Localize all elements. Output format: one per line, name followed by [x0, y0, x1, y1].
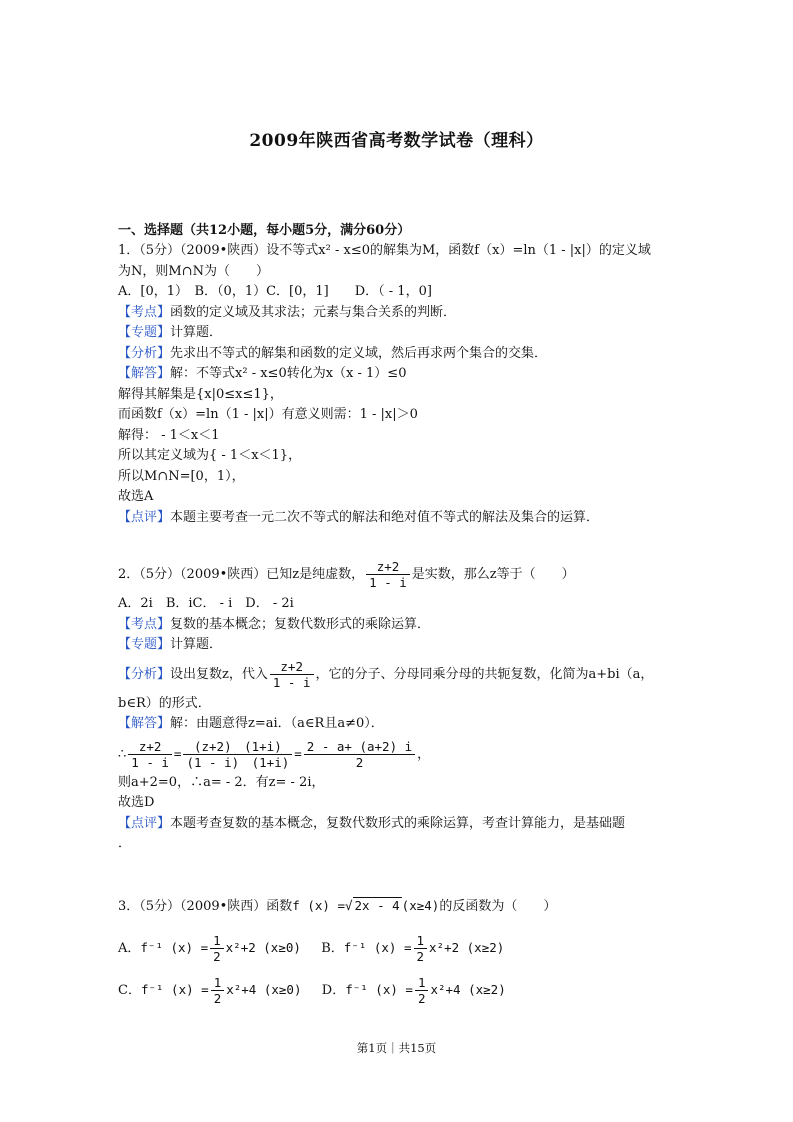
- fenxi-tag: 【分析】: [118, 345, 171, 361]
- q1-step-3: 解得： - 1＜x＜1: [118, 427, 220, 443]
- q2-jieda: [118, 714, 678, 735]
- fraction-numerator: 1: [210, 933, 224, 949]
- q3-condition: (x≥4): [401, 897, 440, 913]
- fraction-denominator: 2: [416, 948, 425, 964]
- q2-step-1: 则a+2=0，∴a= - 2．有z= - 2i，: [118, 774, 325, 790]
- fraction-numerator: z+2: [366, 559, 410, 575]
- q1-jieda: [118, 364, 678, 385]
- option-b-fraction: [414, 933, 428, 964]
- option-c-fraction: [211, 975, 225, 1006]
- question-1: [118, 241, 678, 528]
- q2-step-2: 故选D: [118, 795, 155, 810]
- dianping-text: 本题主要考查一元二次不等式的解法和绝对值不等式的解法及集合的运算．: [170, 509, 600, 525]
- option-d-label: D．: [321, 982, 346, 998]
- q2-kaodian: [118, 615, 678, 636]
- q2-zhuanti: [118, 635, 678, 656]
- jieda-text: 解：不等式x² - x≤0转化为x（x - 1）≤0: [170, 366, 407, 381]
- page-footer: 第1页｜共15页: [356, 1041, 437, 1055]
- q1-step-6: 故选A: [118, 489, 154, 504]
- q1-stem-line-1: 1．（5分）（2009•陕西）设不等式x² - x≤0的解集为M，函数f（x）=ln（1 - |x|）的定义域: [118, 243, 651, 258]
- q3-options-ab: [118, 927, 678, 969]
- fraction-denominator: 2: [355, 754, 364, 770]
- option-b-label: B．: [321, 940, 344, 956]
- option-b-rhs: x²+2 (x≥2): [429, 939, 505, 955]
- q1-zhuanti: [118, 323, 678, 344]
- option-c-rhs: x²+4 (x≥0): [226, 981, 302, 997]
- kaodian-text: 复数的基本概念；复数代数形式的乘除运算．: [170, 616, 431, 632]
- option-c-lhs: f⁻¹ (x) =: [140, 981, 209, 997]
- dianping-text: 本题考查复数的基本概念，复数代数形式的乘除运算，考查计算能力，是基础题: [170, 815, 626, 831]
- dianping-tag: 【点评】: [118, 815, 171, 831]
- spacer: [118, 528, 678, 556]
- q2-stem: [118, 556, 678, 594]
- q1-dianping: [118, 508, 678, 529]
- q2-fenxi: [118, 656, 678, 694]
- page-title: 2009年陕西省高考数学试卷（理科）: [249, 131, 544, 151]
- option-a-lhs: f⁻¹ (x) =: [140, 939, 209, 955]
- q2-fenxi-cont: b∈R）的形式．: [118, 695, 211, 711]
- equals-sign: =: [173, 745, 182, 761]
- q3-stem: [118, 885, 678, 927]
- q2-fenxi-fraction: [270, 659, 314, 690]
- q1-options: A．[0，1） B．（0，1）C．[0，1] D．（ - 1，0]: [118, 284, 432, 299]
- fenxi-tag: 【分析】: [118, 666, 171, 682]
- eq-tail: ，: [417, 746, 431, 762]
- q3-radicand: 2x - 4: [354, 897, 400, 913]
- fraction-denominator: 2: [213, 948, 221, 964]
- fraction-denominator: 1 - i: [272, 674, 311, 690]
- q2-fraction: [366, 559, 410, 590]
- q2-equation: [118, 735, 678, 773]
- fenxi-text-a: 设出复数z，代入: [170, 666, 268, 682]
- option-a-fraction: [210, 933, 224, 964]
- kaodian-text: 函数的定义域及其求法；元素与集合关系的判断．: [170, 304, 457, 320]
- q1-step-5: 所以M∩N=[0，1），: [118, 468, 245, 484]
- fraction-numerator: (z+2) (1+i): [183, 739, 292, 755]
- zhuanti-tag: 【专题】: [118, 637, 171, 652]
- eq-fraction-1: [128, 739, 172, 770]
- fenxi-text-b: ，它的分子、分母同乘分母的共轭复数，化简为a+bi（a，: [315, 666, 654, 682]
- jieda-tag: 【解答】: [118, 716, 171, 731]
- q1-fenxi: [118, 344, 678, 365]
- eq-fraction-3: [304, 739, 415, 770]
- fraction-denominator: 1 - i: [369, 575, 407, 590]
- q3-stem-b: 的反函数为（ ）: [439, 898, 557, 914]
- q1-step-4: 所以其定义域为{ - 1＜x＜1}，: [118, 448, 302, 463]
- jieda-text: 解：由题意得z=ai．（a∈R且a≠0）．: [170, 716, 384, 731]
- equals-sign: =: [294, 745, 302, 761]
- q3-stem-a: 3．（5分）（2009•陕西）函数: [118, 898, 293, 914]
- q2-dianping: [118, 814, 678, 835]
- fraction-denominator: (1 - i) (1+i): [186, 754, 290, 770]
- q1-kaodian: [118, 303, 678, 324]
- fraction-numerator: z+2: [128, 739, 172, 755]
- q2-stem-a: 2．（5分）（2009•陕西）已知z是纯虚数，: [118, 567, 365, 582]
- option-a-rhs: x²+2 (x≥0): [225, 939, 301, 955]
- option-d-lhs: f⁻¹ (x) =: [345, 981, 413, 997]
- spacer: [118, 855, 678, 885]
- q3-options-cd: [118, 969, 678, 1011]
- fraction-numerator: 1: [414, 933, 428, 949]
- fenxi-text: 先求出不等式的解集和函数的定义域，然后再求两个集合的交集．: [170, 345, 548, 361]
- q2-dianping-cont: ．: [118, 836, 132, 851]
- option-c-label: C．: [118, 982, 141, 998]
- kaodian-tag: 【考点】: [118, 616, 171, 632]
- q2-options: A．2i B．iC． - i D． - 2i: [118, 596, 294, 611]
- zhuanti-text: 计算题．: [170, 637, 223, 652]
- option-d-fraction: [415, 975, 429, 1006]
- option-a-label: A．: [118, 940, 141, 956]
- q3-function: f (x) =: [292, 897, 345, 913]
- fraction-numerator: 2 - a+ (a+2) i: [304, 739, 415, 755]
- fraction-numerator: z+2: [270, 659, 314, 675]
- dianping-tag: 【点评】: [118, 509, 171, 525]
- fraction-numerator: 1: [211, 975, 225, 991]
- section-heading: 一、选择题（共12小题，每小题5分，满分60分）: [118, 223, 411, 238]
- jieda-tag: 【解答】: [118, 366, 171, 381]
- therefore-symbol: ∴: [118, 746, 127, 762]
- kaodian-tag: 【考点】: [118, 304, 171, 320]
- fraction-denominator: 2: [213, 990, 222, 1006]
- question-3: [118, 885, 678, 1011]
- question-2: [118, 556, 678, 855]
- fraction-denominator: 2: [417, 990, 426, 1006]
- fraction-denominator: 1 - i: [131, 754, 169, 770]
- eq-fraction-2: [183, 739, 292, 770]
- option-b-lhs: f⁻¹ (x) =: [343, 939, 412, 955]
- fraction-numerator: 1: [415, 975, 429, 991]
- q1-stem-line-2: 为N，则M∩N为（ ）: [118, 263, 269, 279]
- q1-step-2: 而函数f（x）=ln（1 - |x|）有意义则需：1 - |x|＞0: [118, 407, 418, 422]
- zhuanti-text: 计算题．: [170, 325, 223, 340]
- zhuanti-tag: 【专题】: [118, 325, 171, 340]
- q1-step-1: 解得其解集是{x|0≤x≤1}，: [118, 386, 283, 402]
- q2-stem-b: 是实数，那么z等于（ ）: [411, 567, 575, 582]
- content: [118, 220, 678, 1011]
- sqrt-sign: √: [344, 897, 353, 913]
- option-d-rhs: x²+4 (x≥2): [430, 981, 506, 997]
